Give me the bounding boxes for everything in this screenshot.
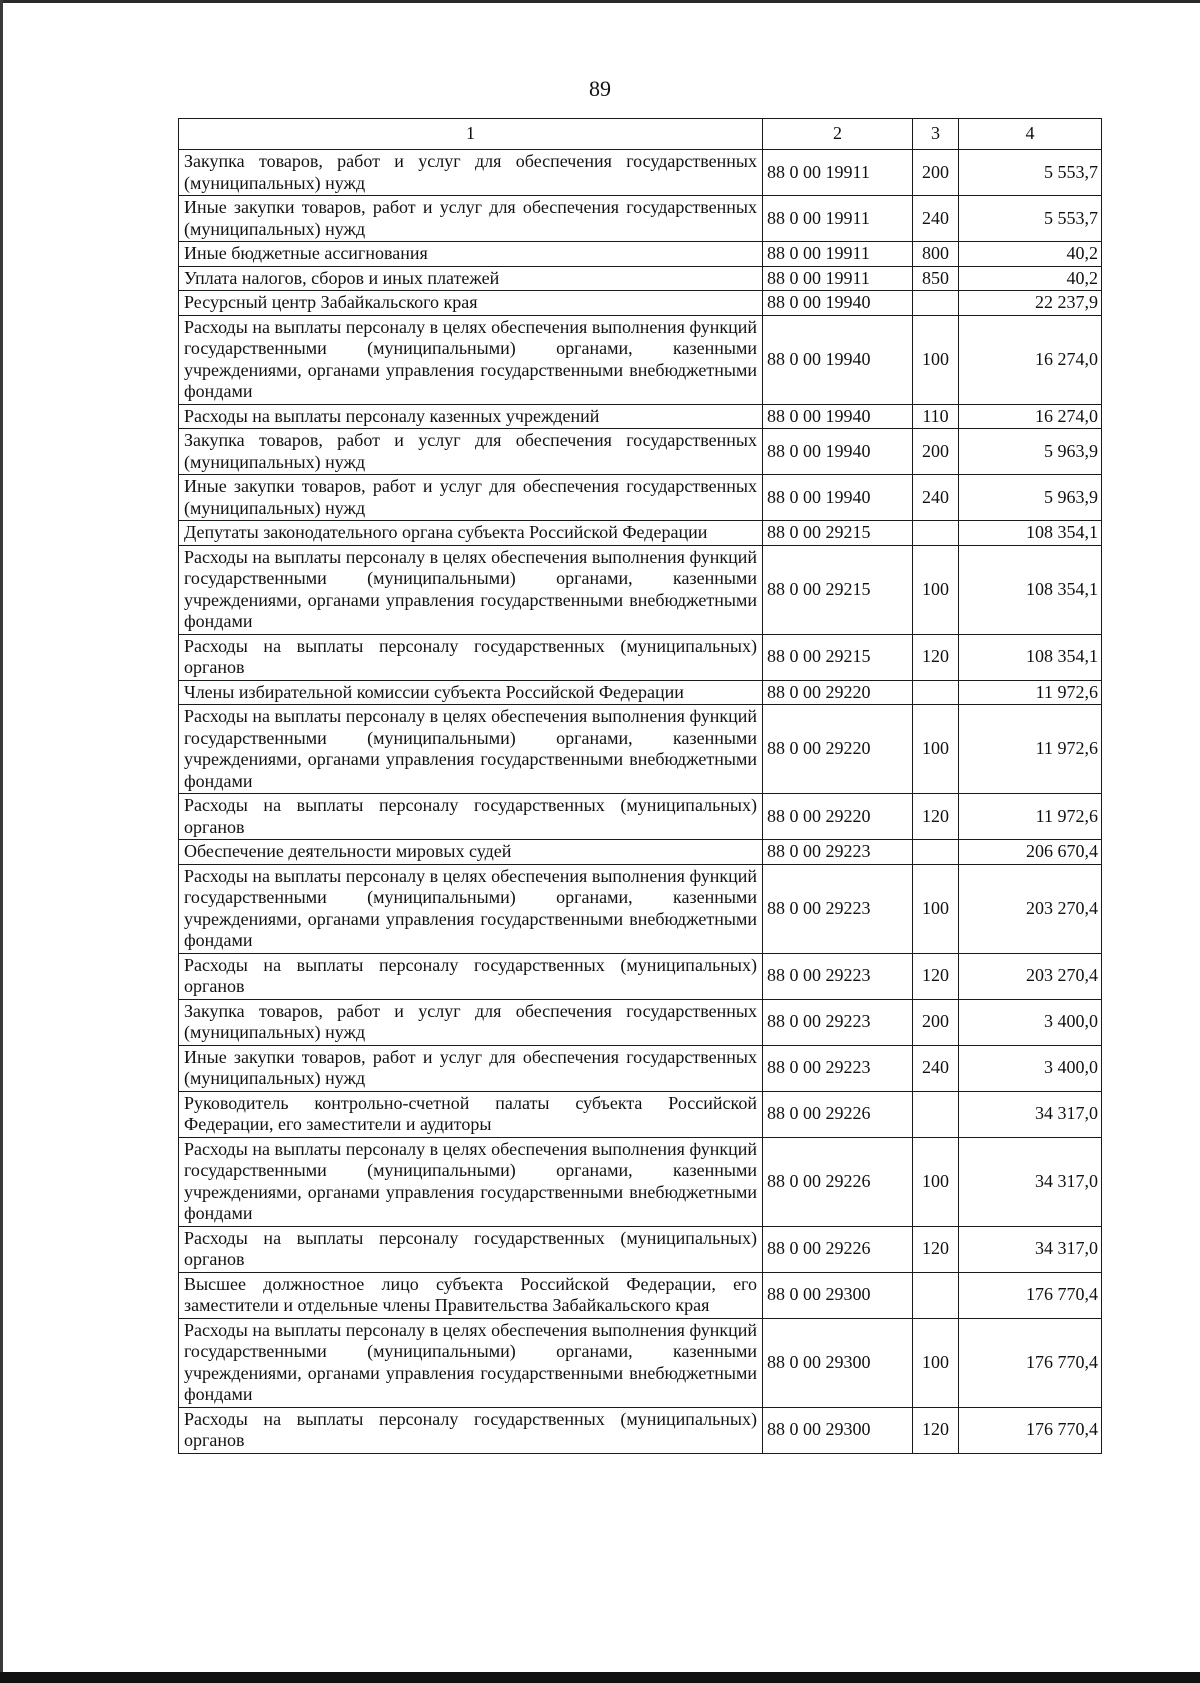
row-sum-cell: 203 270,4	[959, 864, 1102, 953]
row-name-cell: Иные закупки товаров, работ и услуг для обеспечения государственных (муниципальных) нужд	[179, 475, 763, 521]
row-type-cell: 110	[913, 404, 959, 429]
row-sum-cell: 3 400,0	[959, 1045, 1102, 1091]
row-code-cell: 88 0 00 19940	[763, 404, 913, 429]
row-code-cell: 88 0 00 19940	[763, 475, 913, 521]
budget-table	[178, 118, 1102, 1454]
row-name-cell: Иные закупки товаров, работ и услуг для обеспечения государственных (муниципальных) нужд	[179, 1045, 763, 1091]
row-name-cell: Высшее должностное лицо субъекта Российской Федерации, его заместители и отдельные члены Правительства Забайкальского края	[179, 1272, 763, 1318]
row-type-cell: 100	[913, 1137, 959, 1226]
table-row	[179, 953, 1102, 999]
row-sum-cell: 108 354,1	[959, 521, 1102, 546]
row-type-cell	[913, 1272, 959, 1318]
row-type-cell	[913, 1091, 959, 1137]
row-code-cell: 88 0 00 19940	[763, 315, 913, 404]
row-name-cell: Закупка товаров, работ и услуг для обеспечения государственных (муниципальных) нужд	[179, 150, 763, 196]
row-type-cell: 800	[913, 242, 959, 267]
row-sum-cell: 108 354,1	[959, 545, 1102, 634]
row-sum-cell: 16 274,0	[959, 315, 1102, 404]
row-type-cell: 200	[913, 429, 959, 475]
scan-edge-top	[0, 0, 1200, 3]
row-name-cell: Иные бюджетные ассигнования	[179, 242, 763, 267]
row-code-cell: 88 0 00 19940	[763, 291, 913, 316]
table-row	[179, 999, 1102, 1045]
table-row	[179, 1318, 1102, 1407]
row-name-cell: Депутаты законодательного органа субъекта Российской Федерации	[179, 521, 763, 546]
table-row	[179, 840, 1102, 865]
row-sum-cell: 34 317,0	[959, 1226, 1102, 1272]
row-name-cell: Расходы на выплаты персоналу в целях обеспечения выполнения функций государственными (муниципальными) органами, казенными учреждениями, органами управления государственными внебюджетными фондами	[179, 705, 763, 794]
row-code-cell: 88 0 00 29300	[763, 1318, 913, 1407]
row-sum-cell: 16 274,0	[959, 404, 1102, 429]
row-sum-cell: 11 972,6	[959, 680, 1102, 705]
row-sum-cell: 5 963,9	[959, 475, 1102, 521]
row-name-cell: Расходы на выплаты персоналу государственных (муниципальных) органов	[179, 794, 763, 840]
row-name-cell: Закупка товаров, работ и услуг для обеспечения государственных (муниципальных) нужд	[179, 999, 763, 1045]
table-row	[179, 1226, 1102, 1272]
table-row	[179, 291, 1102, 316]
row-code-cell: 88 0 00 29223	[763, 953, 913, 999]
row-code-cell: 88 0 00 29220	[763, 794, 913, 840]
table-row	[179, 705, 1102, 794]
row-code-cell: 88 0 00 29215	[763, 521, 913, 546]
header-col-3: 3	[913, 119, 959, 150]
table-row	[179, 521, 1102, 546]
row-type-cell: 100	[913, 545, 959, 634]
row-sum-cell: 11 972,6	[959, 794, 1102, 840]
table-row	[179, 1407, 1102, 1453]
row-type-cell: 120	[913, 953, 959, 999]
row-sum-cell: 5 963,9	[959, 429, 1102, 475]
table-row	[179, 864, 1102, 953]
table-row	[179, 545, 1102, 634]
row-name-cell: Руководитель контрольно-счетной палаты субъекта Российской Федерации, его заместители и аудиторы	[179, 1091, 763, 1137]
row-name-cell: Расходы на выплаты персоналу казенных учреждений	[179, 404, 763, 429]
row-type-cell: 100	[913, 705, 959, 794]
row-type-cell: 100	[913, 315, 959, 404]
row-name-cell: Расходы на выплаты персоналу в целях обеспечения выполнения функций государственными (муниципальными) органами, казенными учреждениями, органами управления государственными внебюджетными фондами	[179, 1137, 763, 1226]
row-code-cell: 88 0 00 19911	[763, 150, 913, 196]
scan-edge-bottom	[0, 1672, 1200, 1683]
row-type-cell: 850	[913, 266, 959, 291]
table-row	[179, 404, 1102, 429]
row-sum-cell: 203 270,4	[959, 953, 1102, 999]
row-code-cell: 88 0 00 29223	[763, 840, 913, 865]
row-type-cell	[913, 840, 959, 865]
row-sum-cell: 34 317,0	[959, 1137, 1102, 1226]
row-code-cell: 88 0 00 29223	[763, 999, 913, 1045]
row-code-cell: 88 0 00 29300	[763, 1407, 913, 1453]
table-row	[179, 242, 1102, 267]
row-type-cell: 120	[913, 794, 959, 840]
row-code-cell: 88 0 00 29215	[763, 634, 913, 680]
table-body	[179, 150, 1102, 1454]
row-sum-cell: 11 972,6	[959, 705, 1102, 794]
row-name-cell: Расходы на выплаты персоналу государственных (муниципальных) органов	[179, 1226, 763, 1272]
table-row	[179, 266, 1102, 291]
row-code-cell: 88 0 00 29220	[763, 705, 913, 794]
row-code-cell: 88 0 00 19911	[763, 196, 913, 242]
row-type-cell	[913, 521, 959, 546]
row-name-cell: Уплата налогов, сборов и иных платежей	[179, 266, 763, 291]
row-sum-cell: 40,2	[959, 242, 1102, 267]
table-row	[179, 429, 1102, 475]
row-code-cell: 88 0 00 29220	[763, 680, 913, 705]
table-row	[179, 794, 1102, 840]
table-row	[179, 1091, 1102, 1137]
row-type-cell: 100	[913, 864, 959, 953]
row-sum-cell: 206 670,4	[959, 840, 1102, 865]
row-name-cell: Расходы на выплаты персоналу государственных (муниципальных) органов	[179, 953, 763, 999]
table-row	[179, 475, 1102, 521]
table-header-row	[179, 119, 1102, 150]
row-type-cell: 240	[913, 196, 959, 242]
row-type-cell: 200	[913, 999, 959, 1045]
table-row	[179, 315, 1102, 404]
row-sum-cell: 3 400,0	[959, 999, 1102, 1045]
row-sum-cell: 176 770,4	[959, 1272, 1102, 1318]
table-row	[179, 1045, 1102, 1091]
table-row	[179, 196, 1102, 242]
row-name-cell: Расходы на выплаты персоналу в целях обеспечения выполнения функций государственными (муниципальными) органами, казенными учреждениями, органами управления государственными внебюджетными фондами	[179, 315, 763, 404]
header-col-2: 2	[763, 119, 913, 150]
row-type-cell: 200	[913, 150, 959, 196]
page-number: 89	[589, 76, 611, 101]
header-col-4: 4	[959, 119, 1102, 150]
table-row	[179, 680, 1102, 705]
row-code-cell: 88 0 00 29226	[763, 1226, 913, 1272]
row-type-cell: 120	[913, 1226, 959, 1272]
row-type-cell	[913, 680, 959, 705]
scan-edge-left	[0, 0, 3, 1683]
row-sum-cell: 22 237,9	[959, 291, 1102, 316]
table-row	[179, 150, 1102, 196]
row-type-cell: 240	[913, 1045, 959, 1091]
row-name-cell: Расходы на выплаты персоналу государственных (муниципальных) органов	[179, 634, 763, 680]
row-code-cell: 88 0 00 29215	[763, 545, 913, 634]
row-sum-cell: 176 770,4	[959, 1318, 1102, 1407]
row-name-cell: Члены избирательной комиссии субъекта Российской Федерации	[179, 680, 763, 705]
row-name-cell: Расходы на выплаты персоналу государственных (муниципальных) органов	[179, 1407, 763, 1453]
row-sum-cell: 108 354,1	[959, 634, 1102, 680]
row-code-cell: 88 0 00 29223	[763, 1045, 913, 1091]
table-row	[179, 1272, 1102, 1318]
row-code-cell: 88 0 00 19911	[763, 242, 913, 267]
row-sum-cell: 176 770,4	[959, 1407, 1102, 1453]
row-type-cell	[913, 291, 959, 316]
row-type-cell: 240	[913, 475, 959, 521]
table-row	[179, 1137, 1102, 1226]
row-name-cell: Закупка товаров, работ и услуг для обеспечения государственных (муниципальных) нужд	[179, 429, 763, 475]
row-type-cell: 120	[913, 1407, 959, 1453]
row-name-cell: Расходы на выплаты персоналу в целях обеспечения выполнения функций государственными (муниципальными) органами, казенными учреждениями, органами управления государственными внебюджетными фондами	[179, 1318, 763, 1407]
row-code-cell: 88 0 00 19911	[763, 266, 913, 291]
row-type-cell: 120	[913, 634, 959, 680]
row-code-cell: 88 0 00 19940	[763, 429, 913, 475]
row-code-cell: 88 0 00 29300	[763, 1272, 913, 1318]
row-name-cell: Расходы на выплаты персоналу в целях обеспечения выполнения функций государственными (муниципальными) органами, казенными учреждениями, органами управления государственными внебюджетными фондами	[179, 864, 763, 953]
row-name-cell: Обеспечение деятельности мировых судей	[179, 840, 763, 865]
row-sum-cell: 40,2	[959, 266, 1102, 291]
row-code-cell: 88 0 00 29223	[763, 864, 913, 953]
row-code-cell: 88 0 00 29226	[763, 1137, 913, 1226]
table-row	[179, 634, 1102, 680]
header-col-1: 1	[179, 119, 763, 150]
row-type-cell: 100	[913, 1318, 959, 1407]
row-code-cell: 88 0 00 29226	[763, 1091, 913, 1137]
row-sum-cell: 34 317,0	[959, 1091, 1102, 1137]
row-name-cell: Ресурсный центр Забайкальского края	[179, 291, 763, 316]
row-sum-cell: 5 553,7	[959, 150, 1102, 196]
row-name-cell: Расходы на выплаты персоналу в целях обеспечения выполнения функций государственными (муниципальными) органами, казенными учреждениями, органами управления государственными внебюджетными фондами	[179, 545, 763, 634]
row-sum-cell: 5 553,7	[959, 196, 1102, 242]
row-name-cell: Иные закупки товаров, работ и услуг для обеспечения государственных (муниципальных) нужд	[179, 196, 763, 242]
